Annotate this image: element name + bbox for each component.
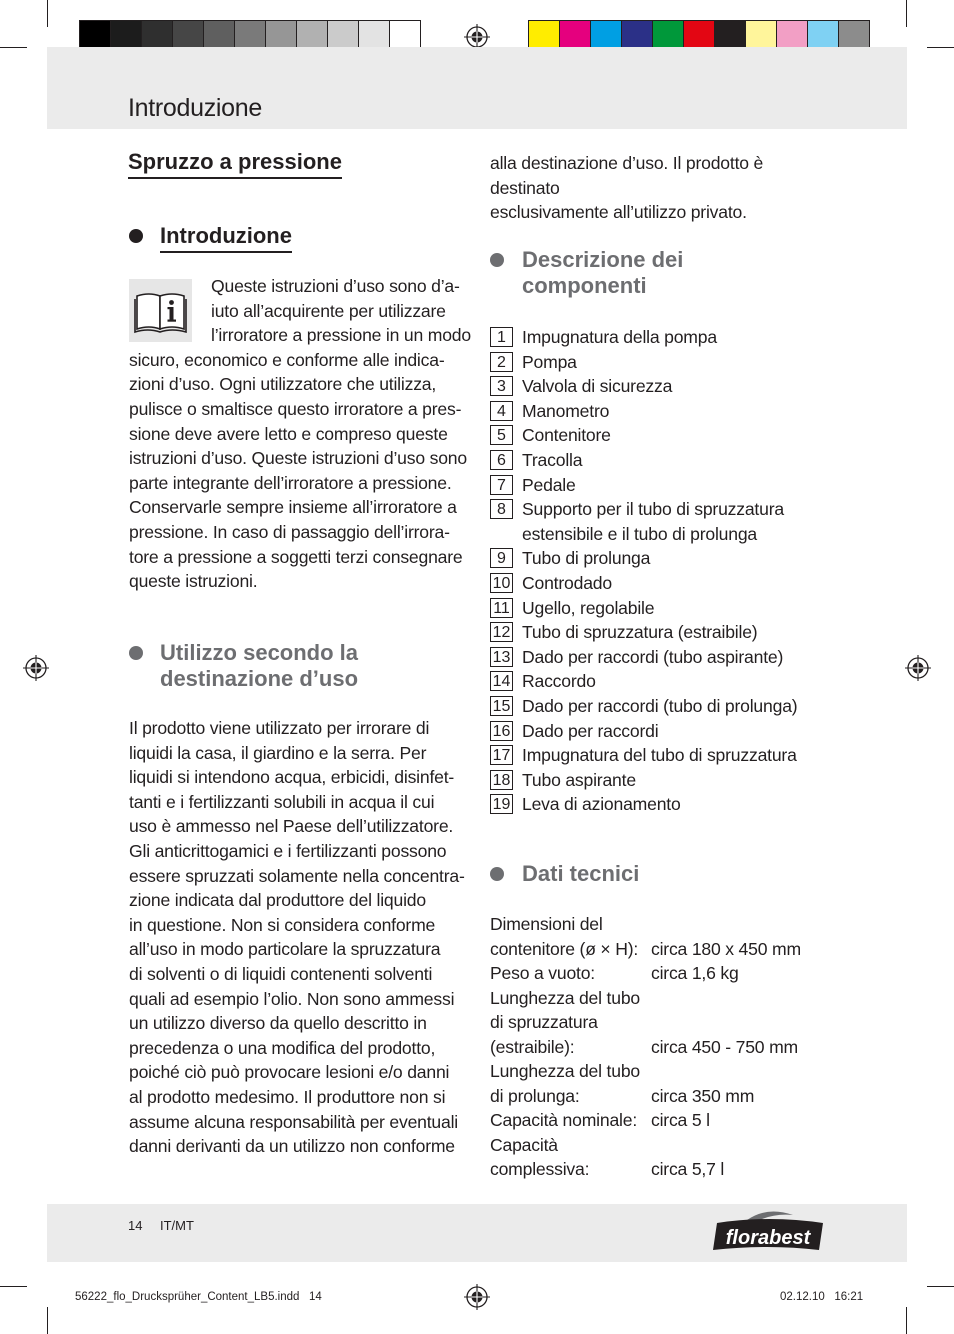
page-number: 14 — [128, 1218, 143, 1233]
text-line: all’uso in modo particolare la spruzzatura — [129, 939, 441, 960]
spec-value: circa 350 mm — [651, 1085, 755, 1106]
heading-line: Utilizzo secondo la — [160, 640, 359, 665]
spec-value: circa 5,7 l — [651, 1159, 725, 1179]
spec-label: Capacità — [490, 1134, 558, 1155]
heading-line: destinazione d’uso — [160, 666, 359, 691]
text-line: in questione. Non si considera conforme — [129, 914, 436, 935]
text-line: tanti e i fertilizzanti solubili in acqua il cui — [129, 791, 435, 812]
text-line: iuto all’acquirente per utilizzare — [211, 300, 446, 321]
spec-label: Capacità nominale: — [490, 1110, 638, 1130]
text-line: assume alcuna responsabilità per eventuali — [129, 1111, 459, 1132]
spec-label: di spruzzatura — [490, 1012, 598, 1032]
text-line: di solventi o di liquidi contenenti solventi — [129, 963, 433, 984]
component-number: 5 — [490, 425, 513, 445]
component-number: 7 — [490, 475, 513, 495]
spec-label: Peso a vuoto: — [490, 963, 595, 983]
page-title: Introduzione — [128, 94, 262, 122]
component-label: Impugnatura della pompa — [522, 327, 717, 347]
text-line: istruzioni d’uso. Queste istruzioni d’uso sono — [129, 448, 467, 469]
spec-value: circa 180 x 450 mm — [651, 938, 801, 959]
component-label: Controdado — [522, 573, 612, 593]
text-line: Gli anticrittogamici e i fertilizzanti possono — [129, 840, 447, 861]
section-bullet — [129, 229, 143, 243]
text-line: quali ad esempio l’olio. Non sono ammessi — [129, 988, 455, 1009]
component-label: Supporto per il tubo di spruzzatura — [522, 499, 784, 520]
component-number: 9 — [490, 548, 513, 568]
component-label: Leva di azionamento — [522, 794, 681, 815]
product-heading: Spruzzo a pressione — [128, 149, 342, 179]
text-line: zioni d’uso. Ogni utilizzatore che utilizza, — [129, 374, 437, 395]
text-line: Il prodotto viene utilizzato per irrorare di — [129, 718, 430, 738]
text-line: pressione. In caso di passaggio dell’irrora- — [129, 521, 450, 542]
component-label: Ugello, regolabile — [522, 597, 655, 618]
component-label: Dado per raccordi (tubo aspirante) — [522, 646, 784, 667]
section-bullet — [490, 253, 504, 267]
component-label: Pedale — [522, 474, 576, 495]
crop-mark — [0, 1286, 27, 1287]
component-number: 12 — [490, 622, 513, 642]
text-line: sione deve avere letto e compreso queste — [129, 423, 448, 444]
text-line: precedenza o una modifica del prodotto, — [129, 1037, 436, 1058]
intro-paragraph — [129, 274, 474, 594]
crop-mark — [47, 0, 48, 27]
text-line: parte integrante dell’irroratore a pressione. — [129, 472, 452, 493]
spec-value: circa 1,6 kg — [651, 963, 739, 983]
component-number: 19 — [490, 794, 513, 814]
component-number: 18 — [490, 770, 513, 790]
text-line: queste istruzioni. — [129, 571, 258, 592]
text-line: liquidi la casa, il giardino e la serra. Per — [129, 742, 427, 763]
text-line: esclusivamente all’utilizzo privato. — [490, 202, 747, 223]
crop-mark — [927, 47, 954, 48]
print-datetime: 02.12.10 16:21 — [780, 1291, 864, 1303]
component-number: 2 — [490, 352, 513, 372]
component-number: 10 — [490, 573, 513, 593]
florabest-logo — [711, 1209, 827, 1251]
intro-heading: Introduzione — [160, 223, 292, 253]
text-line: l’irroratore a pressione in un modo — [211, 325, 471, 346]
text-line: sicuro, economico e conforme alle indica- — [129, 349, 445, 370]
component-label: Tracolla — [522, 450, 583, 470]
logo-text: florabest — [725, 1227, 811, 1249]
component-number: 16 — [490, 721, 513, 741]
component-label: Tubo di prolunga — [522, 548, 651, 569]
section-bullet — [129, 646, 143, 660]
crop-mark — [47, 1307, 48, 1334]
spec-value: circa 450 - 750 mm — [651, 1036, 798, 1057]
component-number: 6 — [490, 450, 513, 470]
text-line: pulisce o smaltisce questo irroratore a pres- — [129, 398, 462, 419]
component-number: 8 — [490, 499, 513, 519]
text-line: danni derivanti da un utilizzo non conforme — [129, 1136, 455, 1157]
language-code: IT/MT — [160, 1218, 194, 1233]
component-label: Pompa — [522, 351, 577, 372]
specs-heading: Dati tecnici — [522, 861, 640, 886]
component-label: Dado per raccordi (tubo di prolunga) — [522, 696, 798, 716]
text-line: zione indicata dal produttore del liquido — [129, 890, 426, 911]
crop-mark — [927, 1286, 954, 1287]
component-label: Manometro — [522, 400, 610, 421]
crop-mark — [906, 1307, 907, 1334]
component-label: Valvola di sicurezza — [522, 376, 673, 397]
registration-mark-icon — [905, 655, 931, 681]
section-bullet — [490, 867, 504, 881]
spec-label: Lunghezza del tubo — [490, 987, 640, 1008]
component-label: Tubo di spruzzatura (estraibile) — [522, 622, 758, 643]
component-label: Dado per raccordi — [522, 720, 659, 741]
text-line: uso è ammesso nel Paese dell’utilizzatore. — [129, 816, 454, 837]
component-label: Tubo aspirante — [522, 769, 636, 790]
text-line: essere spruzzati solamente nella concentra- — [129, 865, 465, 886]
text-line: liquidi si intendono acqua, erbicidi, disinfet- — [129, 767, 455, 788]
spec-label: complessiva: — [490, 1159, 590, 1179]
heading-line: Descrizione dei — [522, 247, 684, 272]
component-number: 13 — [490, 647, 513, 667]
text-line: Queste istruzioni d’uso sono d’a- — [211, 276, 460, 296]
spec-label: Dimensioni del — [490, 914, 603, 934]
file-info: 56222_flo_Drucksprüher_Content_LB5.indd 14 — [75, 1291, 322, 1303]
spec-label: di prolunga: — [490, 1085, 580, 1106]
text-line: al prodotto medesimo. Il produttore non si — [129, 1086, 446, 1107]
component-number: 4 — [490, 401, 513, 421]
crop-mark — [906, 0, 907, 27]
component-label: estensibile e il tubo di prolunga — [522, 523, 757, 544]
heading-line: componenti — [522, 273, 647, 298]
text-line: Conservarle sempre insieme all’irroratore a — [129, 497, 457, 518]
continued-paragraph — [490, 151, 835, 225]
components-heading — [522, 247, 683, 299]
spec-value: circa 5 l — [651, 1110, 710, 1130]
intended-use-heading — [160, 640, 358, 692]
spec-label: (estraibile): — [490, 1036, 575, 1057]
text-line: un utilizzo diverso da quello descritto in — [129, 1013, 427, 1034]
component-number: 15 — [490, 696, 513, 716]
crop-mark — [0, 47, 27, 48]
text-line: tore a pressione a soggetti terzi consegnare — [129, 546, 463, 567]
component-label: Raccordo — [522, 671, 596, 692]
registration-mark-icon — [464, 1284, 490, 1310]
component-label: Impugnatura del tubo di spruzzatura — [522, 745, 797, 766]
intended-use-paragraph — [129, 716, 474, 1159]
text-line: poiché ciò può provocare lesioni e/o danni — [129, 1062, 450, 1083]
spec-label: contenitore (ø × H): — [490, 938, 639, 959]
component-label: Contenitore — [522, 425, 611, 446]
component-number: 14 — [490, 671, 513, 691]
component-number: 3 — [490, 376, 513, 396]
component-number: 11 — [490, 598, 513, 618]
spec-label: Lunghezza del tubo — [490, 1061, 640, 1081]
registration-mark-icon — [23, 655, 49, 681]
component-number: 1 — [490, 327, 513, 347]
text-line: alla destinazione d’uso. Il prodotto è destinato — [490, 153, 764, 198]
component-number: 17 — [490, 745, 513, 765]
